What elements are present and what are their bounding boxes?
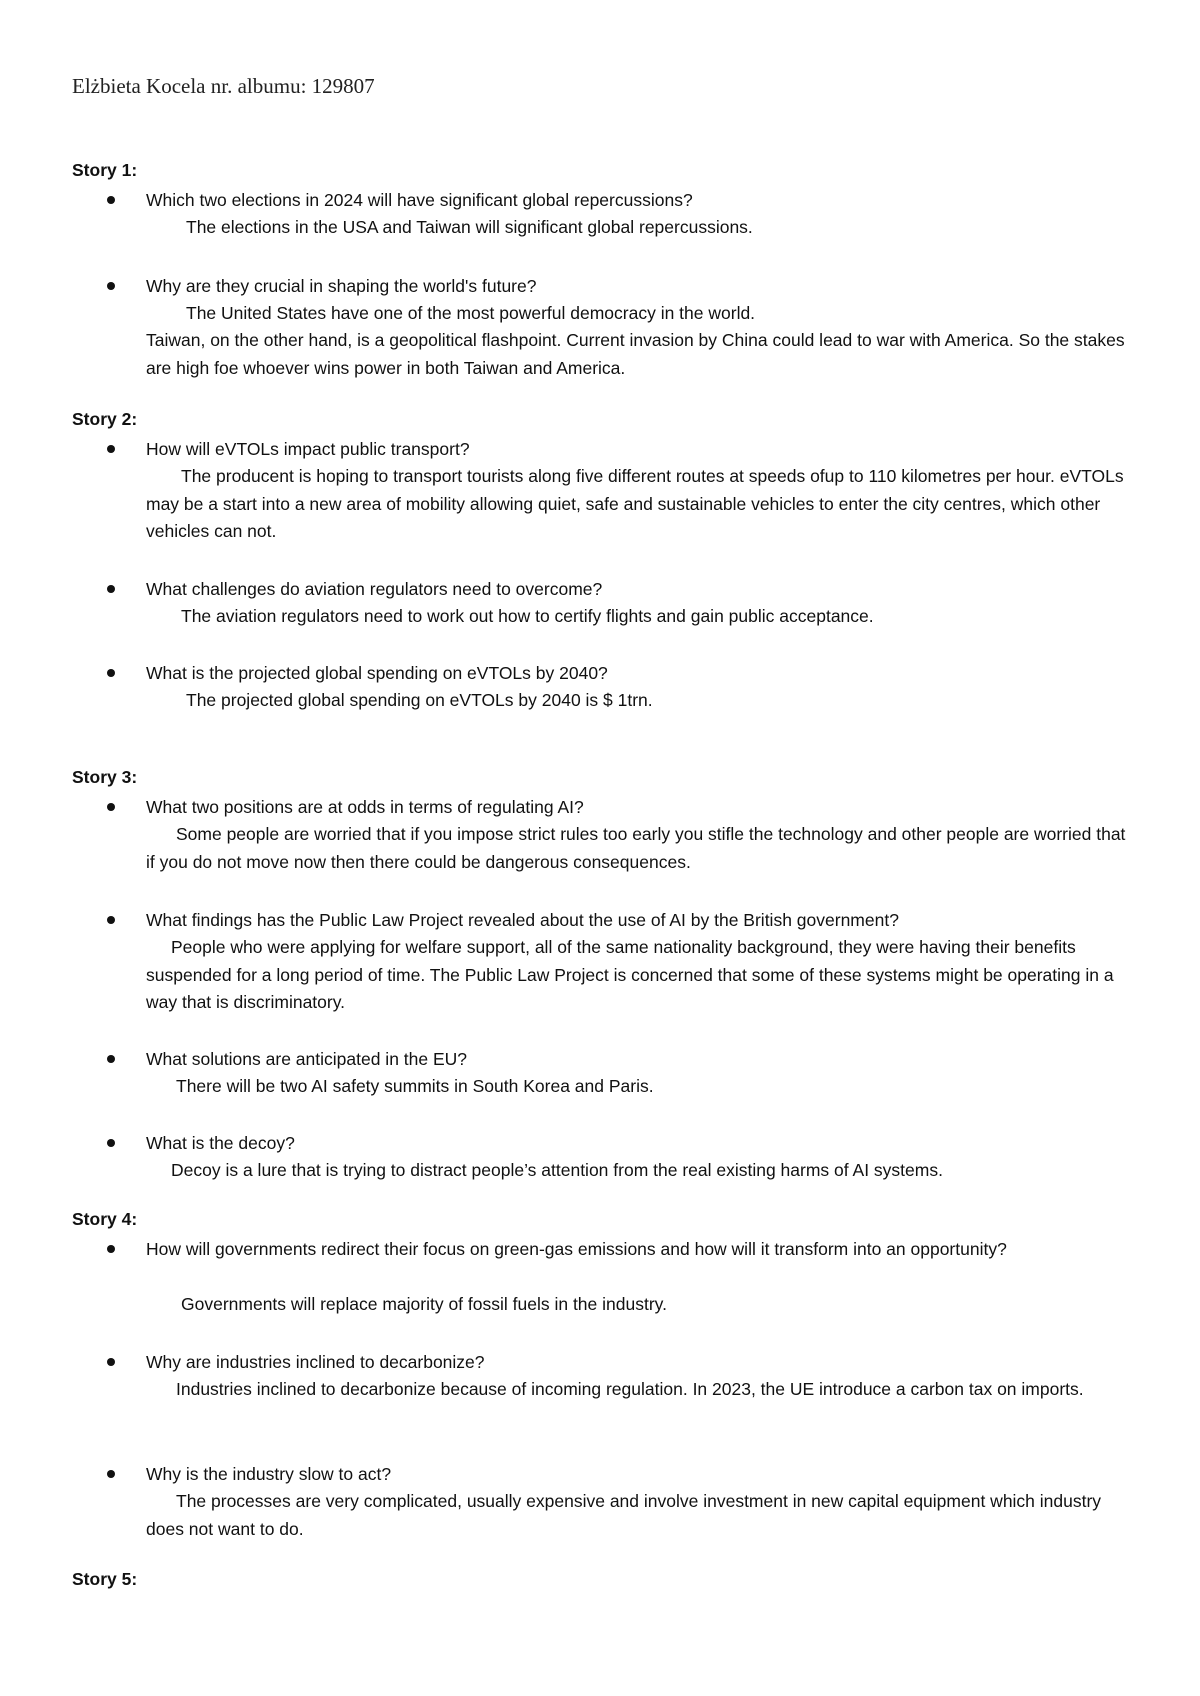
bullet-icon	[107, 916, 115, 924]
student-header: Elżbieta Kocela nr. albumu: 129807	[72, 74, 375, 98]
answer: The producent is hoping to transport tourists along five different routes at speeds ofup to 110 kilometres per hour. eVTOLs may be a start into a new area of mobility allowing quiet, safe and sustainable vehicles to enter the city centres, which other vehicles can not.	[146, 466, 1124, 541]
bullet-icon	[107, 1055, 115, 1063]
answer: The aviation regulators need to work out how to certify flights and gain public acceptance.	[181, 606, 874, 626]
story-1-title: Story 1:	[72, 160, 138, 180]
question: How will eVTOLs impact public transport?	[146, 439, 470, 459]
question: Why are industries inclined to decarbonize?	[146, 1352, 485, 1372]
answer: Some people are worried that if you impose strict rules too early you stifle the technology and other people are worried that if you do not move now then there could be dangerous consequences.	[146, 824, 1126, 872]
question: Why is the industry slow to act?	[146, 1464, 392, 1484]
question: Which two elections in 2024 will have significant global repercussions?	[146, 190, 693, 210]
bullet-icon	[107, 669, 115, 677]
answer: People who were applying for welfare support, all of the same nationality background, they were having their benefits suspended for a long period of time. The Public Law Project is concerned that some of these systems might be operating in a way that is discriminatory.	[146, 937, 1114, 1012]
answer: Decoy is a lure that is trying to distract people’s attention from the real existing harms of AI systems.	[171, 1160, 943, 1180]
story-3-title: Story 3:	[72, 767, 138, 787]
bullet-icon	[107, 803, 115, 811]
answer-continued: Taiwan, on the other hand, is a geopolitical flashpoint. Current invasion by China could lead to war with America. So the stakes are high foe whoever wins power in both Taiwan and America.	[146, 330, 1125, 378]
question: What is the decoy?	[146, 1133, 295, 1153]
question: What is the projected global spending on eVTOLs by 2040?	[146, 663, 608, 683]
bullet-icon	[107, 1139, 115, 1147]
question: How will governments redirect their focus on green-gas emissions and how will it transform into an opportunity?	[146, 1239, 1007, 1259]
bullet-icon	[107, 585, 115, 593]
bullet-icon	[107, 282, 115, 290]
question: What challenges do aviation regulators need to overcome?	[146, 579, 603, 599]
bullet-icon	[107, 1245, 115, 1253]
answer: Governments will replace majority of fossil fuels in the industry.	[181, 1294, 667, 1314]
bullet-icon	[107, 1470, 115, 1478]
answer: The elections in the USA and Taiwan will significant global repercussions.	[186, 217, 753, 237]
story-2-title: Story 2:	[72, 409, 138, 429]
question: What two positions are at odds in terms of regulating AI?	[146, 797, 584, 817]
answer: The United States have one of the most powerful democracy in the world.	[186, 303, 756, 323]
question: Why are they crucial in shaping the world's future?	[146, 276, 537, 296]
answer: The processes are very complicated, usually expensive and involve investment in new capital equipment which industry does not want to do.	[146, 1491, 1102, 1539]
answer: There will be two AI safety summits in South Korea and Paris.	[176, 1076, 654, 1096]
story-5-title: Story 5:	[72, 1569, 138, 1589]
bullet-icon	[107, 445, 115, 453]
question: What findings has the Public Law Project revealed about the use of AI by the British government?	[146, 910, 899, 930]
bullet-icon	[107, 196, 115, 204]
answer: The projected global spending on eVTOLs by 2040 is $ 1trn.	[186, 690, 653, 710]
story-4-title: Story 4:	[72, 1209, 138, 1229]
answer: Industries inclined to decarbonize because of incoming regulation. In 2023, the UE introduce a carbon tax on imports.	[176, 1379, 1084, 1399]
question: What solutions are anticipated in the EU?	[146, 1049, 468, 1069]
bullet-icon	[107, 1358, 115, 1366]
